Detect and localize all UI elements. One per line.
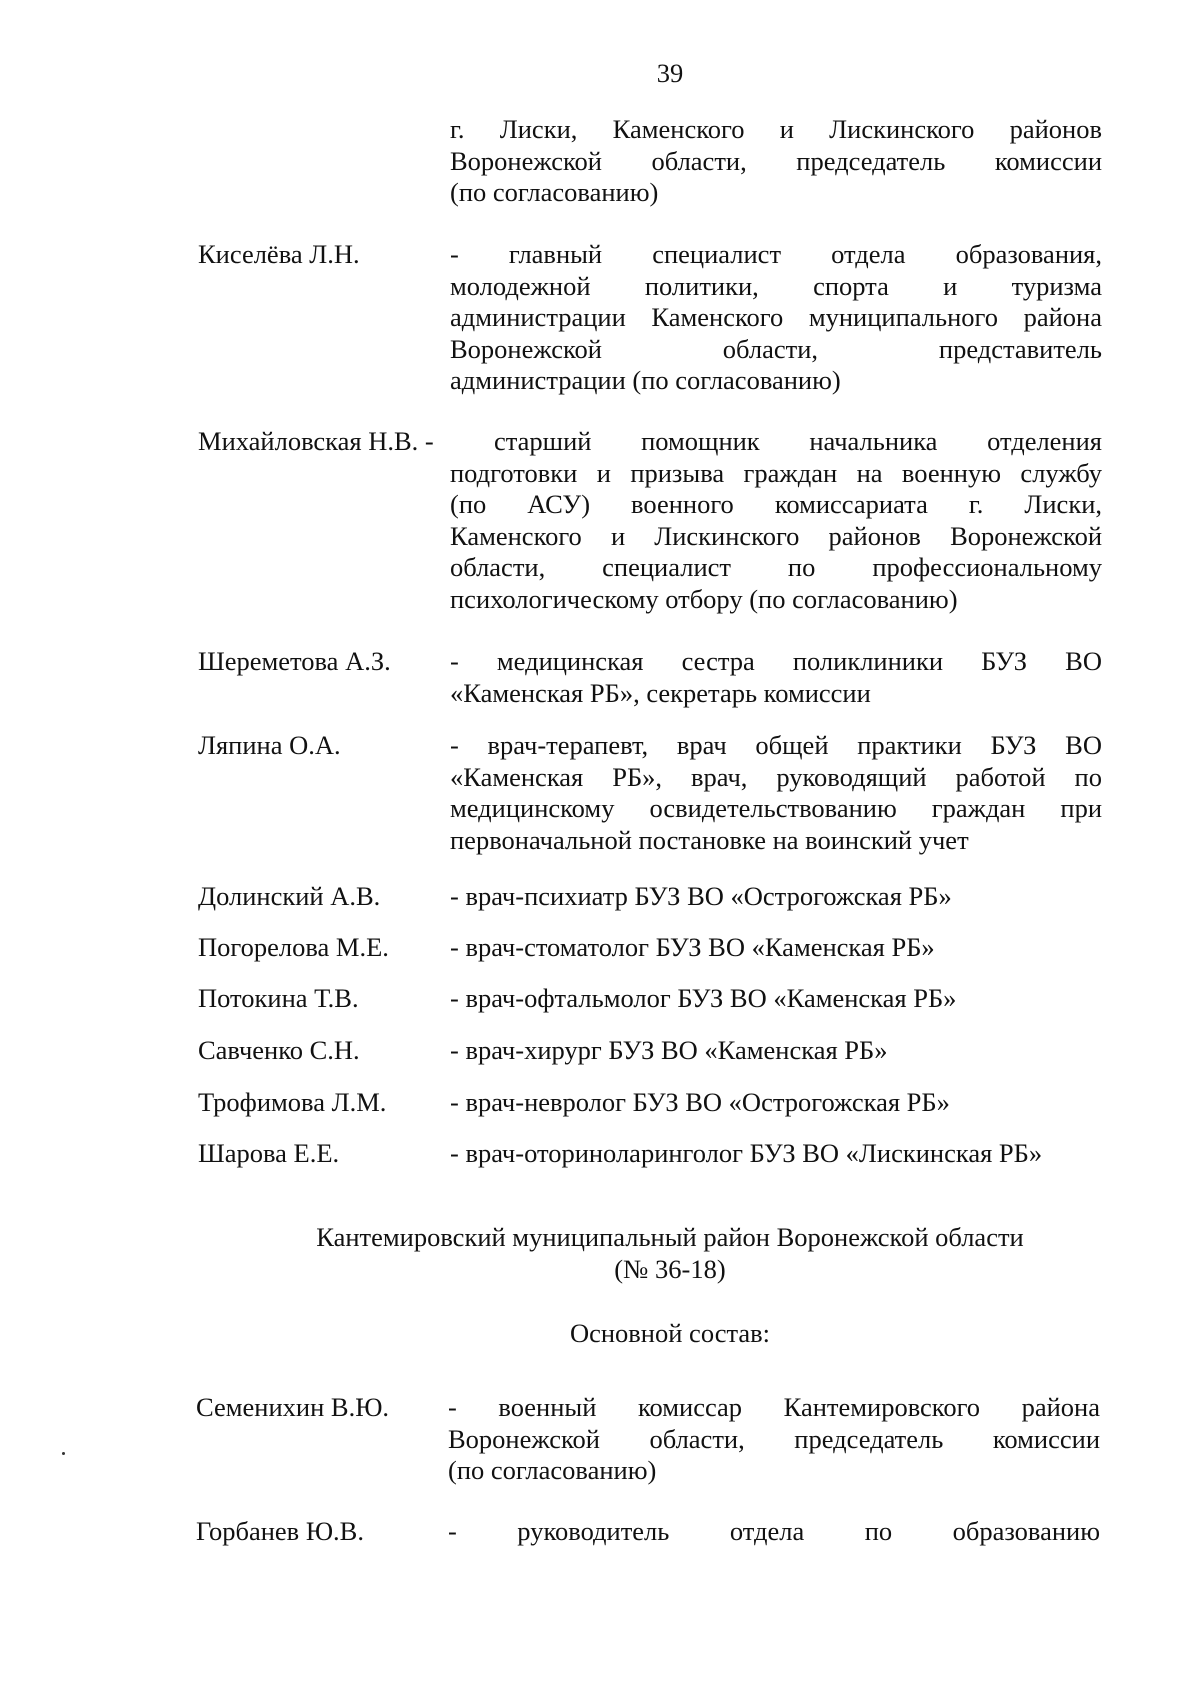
member-description: - врач-невролог БУЗ ВО «Острогожская РБ» [450,1087,950,1117]
member-name: Ляпина О.А. [198,730,341,760]
text-line: области, специалист по профессиональному [450,552,1102,582]
text-line: (по согласованию) [450,177,659,207]
member-name: Семенихин В.Ю. [196,1392,390,1422]
member-name: Михайловская Н.В. - [198,426,434,456]
text-line: молодежной политики, спорта и туризма [450,270,1102,301]
text-line: - врач-терапевт, врач общей практики БУЗ ВО [450,730,1102,760]
text-line: медицинскому освидетельствованию граждан при [450,793,1102,823]
member-description: - врач-офтальмолог БУЗ ВО «Каменская РБ» [450,983,957,1013]
section-heading: Кантемировский муниципальный район Воронежской области [316,1222,1024,1252]
member-description [450,730,1102,856]
member-name: Потокина Т.В. [198,983,359,1013]
member-description: - врач-оториноларинголог БУЗ ВО «Лискинская РБ» [450,1138,1043,1168]
text-line: администрации Каменского муниципального района [450,302,1102,332]
text-line: Воронежской области, председатель комиссии [450,145,1102,176]
member-description: - врач-хирург БУЗ ВО «Каменская РБ» [450,1035,888,1065]
text-line: - военный комиссар Кантемировского района [448,1392,1100,1422]
member-name: Погорелова М.Е. [198,932,389,962]
text-line: администрации (по согласованию) [450,365,841,395]
text-line: Воронежской области, представитель [450,333,1102,364]
continuation-text [450,114,1102,209]
member-name: Шарова Е.Е. [198,1138,340,1168]
page-number: 39 [656,58,684,88]
text-line: - медицинская сестра поликлиники БУЗ ВО [450,646,1102,676]
text-line: подготовки и призыва граждан на военную службу [450,457,1102,488]
text-line: - главный специалист отдела образования, [450,239,1102,269]
member-description [448,1516,1100,1548]
member-description-cont [450,458,1102,616]
text-line: первоначальной постановке на воинский учет [450,824,969,855]
member-description: - врач-стоматолог БУЗ ВО «Каменская РБ» [450,932,935,962]
text-line: (по согласованию) [448,1455,657,1485]
member-description: - врач-психиатр БУЗ ВО «Острогожская РБ» [450,881,952,911]
text-line: «Каменская РБ», врач, руководящий работой по [450,761,1102,792]
text-line: Воронежской области, председатель комиссии [448,1423,1100,1454]
text-line: «Каменская РБ», секретарь комиссии [450,677,871,708]
text-line: Каменского и Лискинского районов Воронежской [450,520,1102,551]
member-name: Трофимова Л.М. [198,1087,387,1117]
member-description [494,426,1102,458]
text-line: психологическому отбору (по согласованию) [450,583,958,614]
section-subheading: Основной состав: [569,1318,771,1348]
text-line: (по АСУ) военного комиссариата г. Лиски, [450,489,1102,519]
text-line: старший помощник начальника отделения [494,426,1102,456]
member-name: Савченко С.Н. [198,1035,360,1065]
member-description [448,1392,1100,1487]
scan-speck [62,1452,65,1455]
member-name: Горбанев Ю.В. [196,1516,364,1546]
member-description [450,239,1102,397]
text-line: - руководитель отдела по образованию [448,1516,1100,1546]
member-description [450,646,1102,709]
member-name: Долинский А.В. [198,881,381,911]
member-name: Шереметова А.З. [198,646,391,676]
member-name: Киселёва Л.Н. [198,239,360,269]
text-line: г. Лиски, Каменского и Лискинского районов [450,114,1102,144]
section-number: (№ 36-18) [614,1254,726,1284]
